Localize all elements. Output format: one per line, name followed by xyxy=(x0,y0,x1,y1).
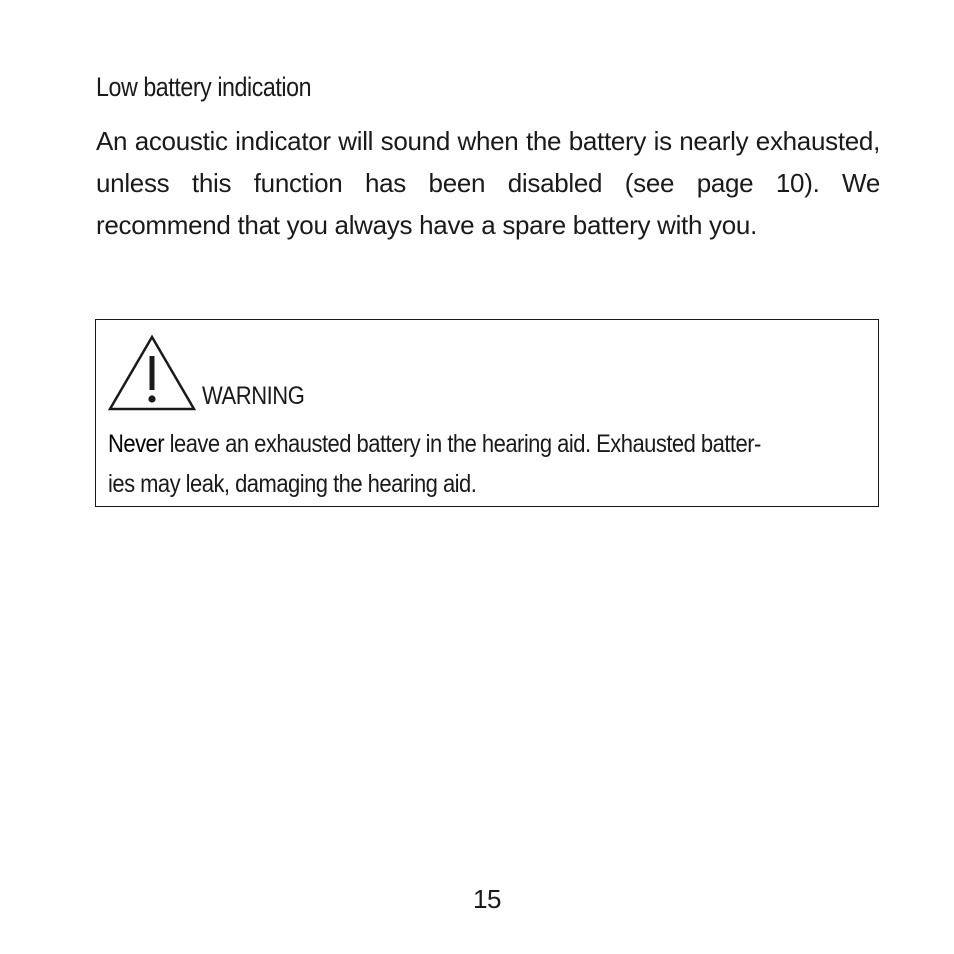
warning-triangle-icon xyxy=(108,334,196,412)
page-number: 15 xyxy=(473,884,501,914)
warning-text-line-2: ies may leak, damaging the hearing aid. xyxy=(108,470,477,498)
section-title: Low battery indication xyxy=(96,72,312,102)
warning-text xyxy=(108,424,865,504)
warning-text-line-1: leave an exhausted battery in the hearing aid. Exhausted batter- xyxy=(164,430,761,458)
warning-emphasis: Never xyxy=(108,430,165,458)
warning-label: WARNING xyxy=(202,382,305,410)
warning-box xyxy=(95,319,879,507)
section-body-text: An acoustic indicator will sound when the battery is nearly exhausted, unless this function has been disabled (see page 10). We recommend that you always have a spare battery with you. xyxy=(96,126,880,240)
